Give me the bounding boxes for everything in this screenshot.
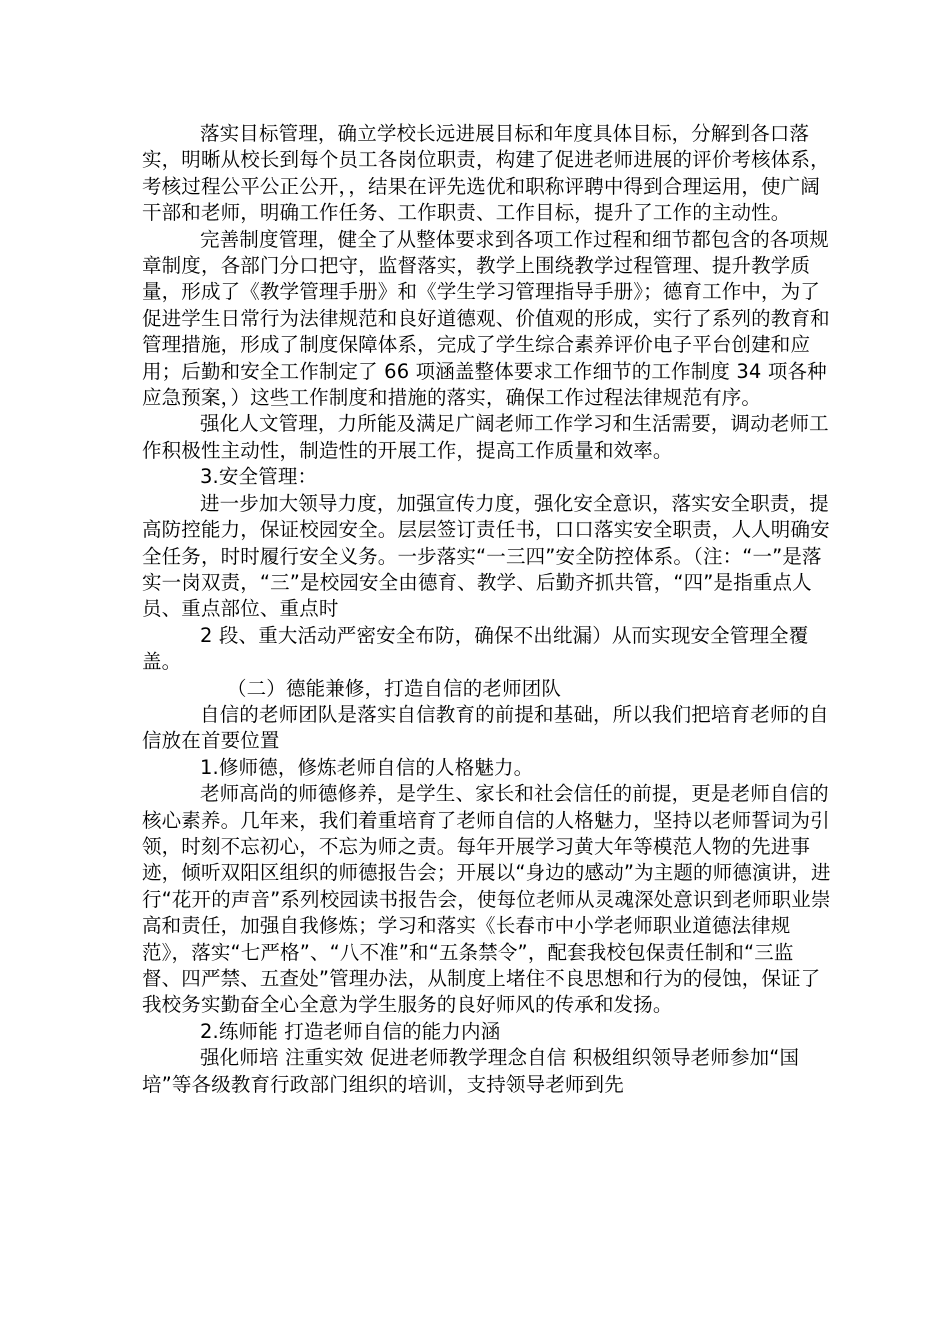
paragraph-teacher-ethics: 老师高尚的师德修养，是学生、家长和社会信任的前提，更是老师自信的核心素养。几年来，我们着重培育了老师自信的人格魅力，坚持以老师誓词为引领，时刻不忘初心，不忘为师之责。每年开展学习黄大年等模范人物的先进事迹，倾听双阳区组织的师德报告会；开展以“身边的感动”为主题的师德演讲，进行“花开的声音”系列校园读书报告会，使每位老师从灵魂深处意识到老师职业崇高和责任，加强自我修炼；学习和落实《长春市中小学老师职业道德法律规范》，落实“七严格”、“八不准”和“五条禁令”，配套我校包保责任制和“三监督、四严禁、五查处”管理办法，从制度上堵住不良思想和行为的侵蚀，保证了我校务实勤奋全心全意为学生服务的良好师风的传承和发扬。: [142, 782, 831, 1017]
heading-teacher-ability: 2.练师能 打造老师自信的能力内涵: [200, 1019, 501, 1043]
paragraph-goal-management: 落实目标管理，确立学校长远进展目标和年度具体目标，分解到各口落实，明晰从校长到每个员工各岗位职责，构建了促进老师进展的评价考核体系，考核过程公平公正公开，，结果在评先选优和职称评聘中得到合理运用，使广阔干部和老师，明确工作任务、工作职责、工作目标，提升了工作的主动性。: [142, 122, 830, 225]
paragraph-safety-measures: 进一步加大领导力度，加强宣传力度，强化安全意识，落实安全职责，提高防控能力，保证校园安全。层层签订责任书，口口落实安全职责，人人明确安全任务，时时履行安全义务。一步落实“一三四”安全防控体系。（注：“一”是落实一岗双责，“三”是校园安全由德育、教学、后勤齐抓共管，“四”是指重点人员、重点部位、重点时: [142, 491, 830, 621]
section-heading-teacher-team: （二）德能兼修，打造自信的老师团队: [227, 676, 562, 700]
document-body: [142, 121, 832, 1098]
paragraph-teacher-team-intro: 自信的老师团队是落实自信教育的前提和基础，所以我们把培育老师的自信放在首要位置: [142, 702, 829, 753]
paragraph-humanistic-management: 强化人文管理，力所能及满足广阔老师工作学习和生活需要，调动老师工作积极性主动性，制造性的开展工作，提高工作质量和效率。: [142, 412, 829, 462]
paragraph-system-management: 完善制度管理，健全了从整体要求到各项工作过程和细节都包含的各项规章制度，各部门分口把守，监督落实，教学上围绕教学过程管理、提升教学质量，形成了《教学管理手册》和《学生学习管理指导手册》；德育工作中，为了促进学生日常行为法律规范和良好道德观、价值观的形成，实行了系列的教育和管理措施，形成了制度保障体系，完成了学生综合素养评价电子平台创建和应用；后勤和安全工作制定了 66 项涵盖整体要求工作细节的工作制度 34 项各种应急预案，）这些工作制度和措施的落实，确保工作过程法律规范有序。: [142, 227, 830, 410]
paragraph-teacher-training: 强化师培 注重实效 促进老师教学理念自信 积极组织领导老师参加“国培”等各级教育行政部门组织的培训，支持领导老师到先: [142, 1046, 800, 1096]
heading-teacher-ethics: 1.修师德，修炼老师自信的人格魅力。: [200, 755, 534, 779]
heading-safety-management: 3.安全管理：: [200, 465, 318, 489]
paragraph-safety-continued: 2 段、重大活动严密安全布防，确保不出纰漏）从而实现安全管理全覆盖。: [142, 623, 809, 674]
